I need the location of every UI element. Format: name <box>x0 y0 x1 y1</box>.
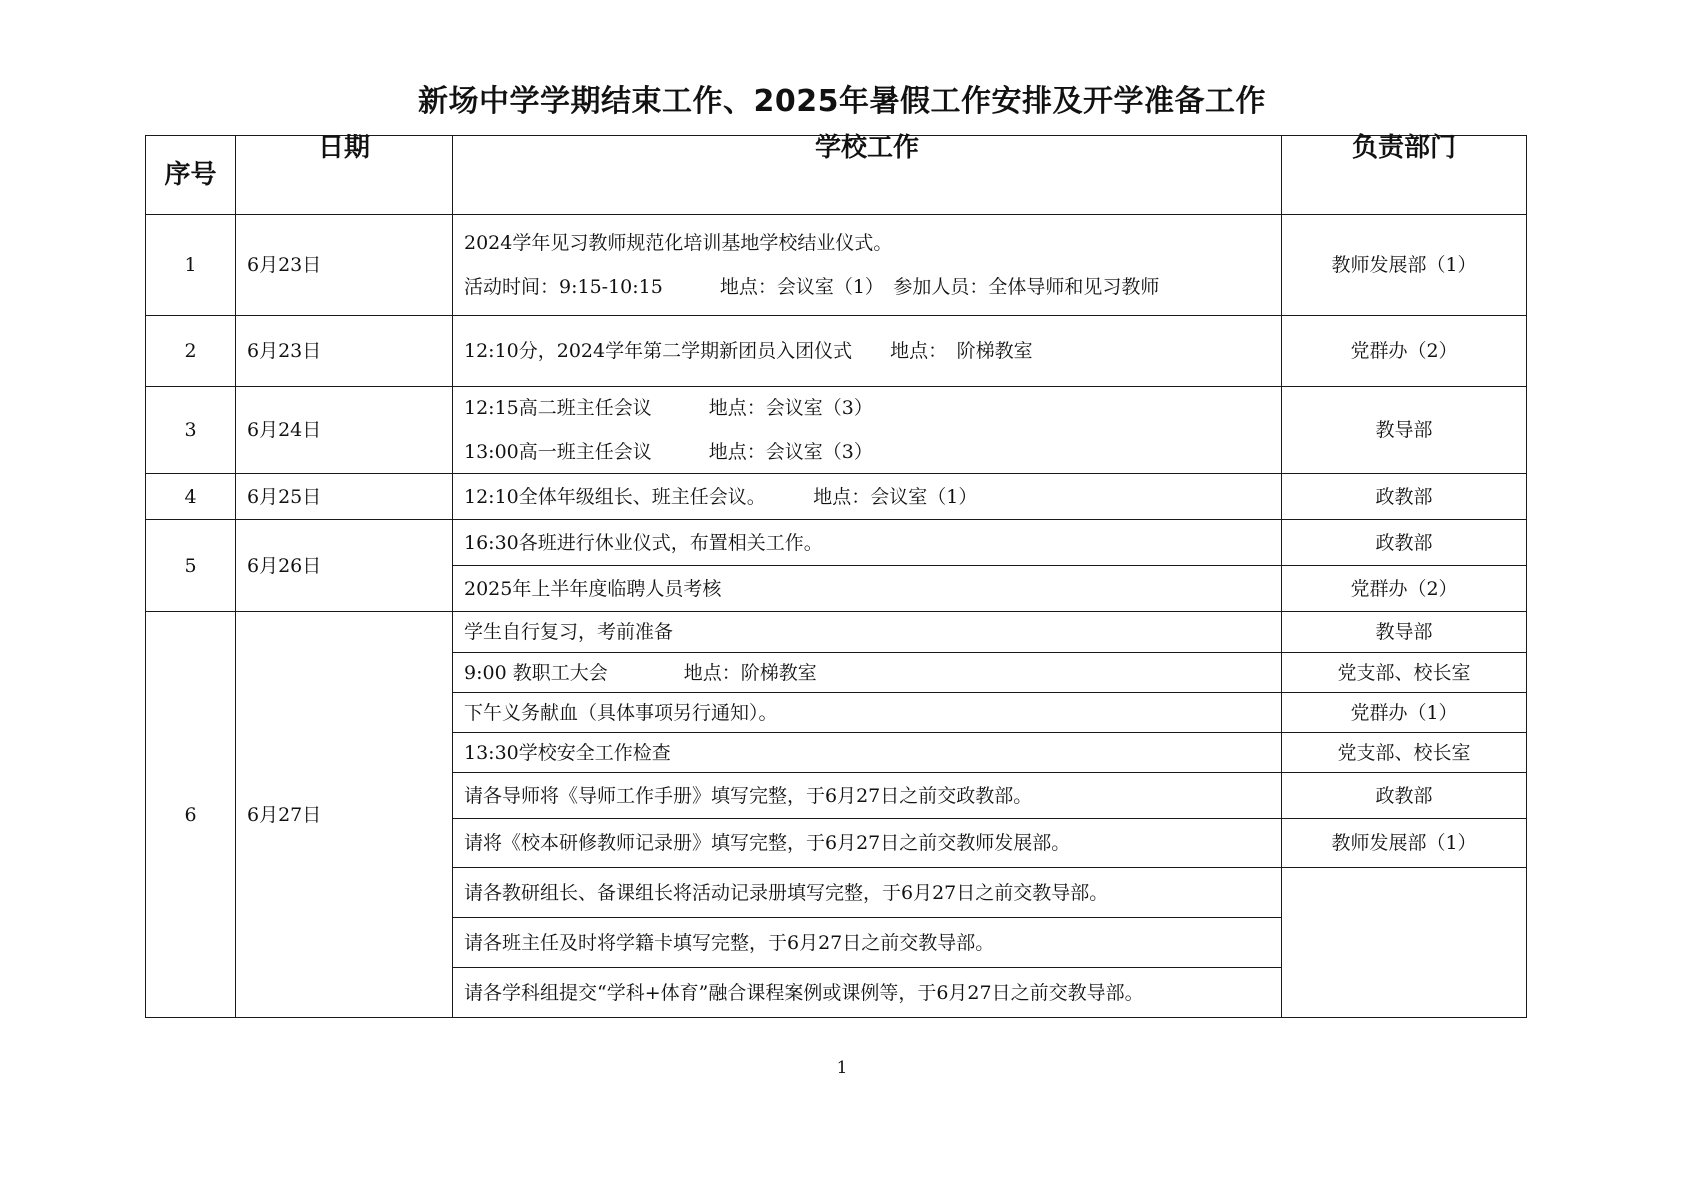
work-cell <box>453 520 1282 566</box>
work-line: 请各导师将《导师工作手册》填写完整，于6月27日之前交政教部。 <box>464 784 1033 807</box>
dept-cell: 教师发展部（1） <box>1282 819 1527 868</box>
row-no: 1 <box>146 215 236 316</box>
dept-cell: 教师发展部（1） <box>1282 215 1527 316</box>
work-line: 13:00高一班主任会议 地点：会议室（3） <box>464 441 873 463</box>
table-row <box>146 520 1527 566</box>
row-no: 2 <box>146 316 236 387</box>
page-number: 1 <box>836 1058 848 1078</box>
work-line: 9:00 教职工大会 地点：阶梯教室 <box>464 661 817 684</box>
work-line: 请将《校本研修教师记录册》填写完整，于6月27日之前交教师发展部。 <box>464 832 1071 854</box>
row-no: 6 <box>146 612 236 1018</box>
work-line: 16:30各班进行休业仪式，布置相关工作。 <box>464 531 823 554</box>
work-cell <box>453 566 1282 612</box>
work-line: 学生自行复习，考前准备 <box>464 621 674 643</box>
work-line: 请各教研组长、备课组长将活动记录册填写完整，于6月27日之前交教导部。 <box>464 881 1109 904</box>
dept-cell: 党支部、校长室 <box>1282 653 1527 693</box>
dept-cell: 党群办（2） <box>1282 316 1527 387</box>
row-date: 6月24日 <box>236 387 453 474</box>
row-date: 6月25日 <box>236 474 453 520</box>
work-cell <box>453 968 1282 1018</box>
header-no: 序号 <box>146 136 236 215</box>
table-row <box>146 474 1527 520</box>
work-cell <box>453 215 1282 316</box>
header-date: 日期 <box>236 136 453 215</box>
work-line: 2025年上半年度临聘人员考核 <box>464 577 722 600</box>
work-line: 请各学科组提交“学科+体育”融合课程案例或课例等，于6月27日之前交教导部。 <box>464 981 1144 1004</box>
table-row <box>146 316 1527 387</box>
dept-cell: 政教部 <box>1282 773 1527 819</box>
table-row <box>146 612 1527 653</box>
dept-cell: 党群办（1） <box>1282 693 1527 733</box>
work-cell <box>453 387 1282 474</box>
dept-cell: 教导部 <box>1282 612 1527 653</box>
work-line: 2024学年见习教师规范化培训基地学校结业仪式。 <box>464 232 893 254</box>
dept-cell: 教导部 <box>1282 387 1527 474</box>
row-date: 6月27日 <box>236 612 453 1018</box>
schedule-table <box>145 135 1527 1018</box>
row-no: 3 <box>146 387 236 474</box>
dept-cell: 政教部 <box>1282 474 1527 520</box>
work-cell <box>453 316 1282 387</box>
work-cell <box>453 868 1282 918</box>
work-cell <box>453 733 1282 773</box>
work-line: 12:10全体年级组长、班主任会议。 地点：会议室（1） <box>464 485 978 508</box>
work-line: 12:10分，2024学年第二学期新团员入团仪式 地点： 阶梯教室 <box>464 340 1033 362</box>
dept-cell: 党群办（2） <box>1282 566 1527 612</box>
work-cell <box>453 612 1282 653</box>
work-cell <box>453 474 1282 520</box>
table-row <box>146 215 1527 316</box>
header-row <box>146 136 1527 215</box>
dept-cell: 党支部、校长室 <box>1282 733 1527 773</box>
work-cell <box>453 773 1282 819</box>
row-no: 5 <box>146 520 236 612</box>
header-work: 学校工作 <box>453 136 1282 215</box>
row-date: 6月23日 <box>236 215 453 316</box>
dept-cell-empty <box>1282 868 1527 1018</box>
work-line: 请各班主任及时将学籍卡填写完整，于6月27日之前交教导部。 <box>464 931 995 954</box>
dept-cell: 政教部 <box>1282 520 1527 566</box>
document-title: 新场中学学期结束工作、2025年暑假工作安排及开学准备工作 <box>418 84 1266 119</box>
work-cell <box>453 693 1282 733</box>
table-row <box>146 387 1527 474</box>
work-cell <box>453 653 1282 693</box>
work-cell <box>453 819 1282 868</box>
row-date: 6月26日 <box>236 520 453 612</box>
work-cell <box>453 918 1282 968</box>
row-no: 4 <box>146 474 236 520</box>
row-date: 6月23日 <box>236 316 453 387</box>
work-line: 活动时间：9:15-10:15 地点：会议室（1） 参加人员：全体导师和见习教师 <box>464 276 1160 298</box>
work-line: 下午义务献血（具体事项另行通知）。 <box>464 701 778 724</box>
header-dept: 负责部门 <box>1282 136 1527 215</box>
work-line: 12:15高二班主任会议 地点：会议室（3） <box>464 397 873 419</box>
work-line: 13:30学校安全工作检查 <box>464 741 671 764</box>
